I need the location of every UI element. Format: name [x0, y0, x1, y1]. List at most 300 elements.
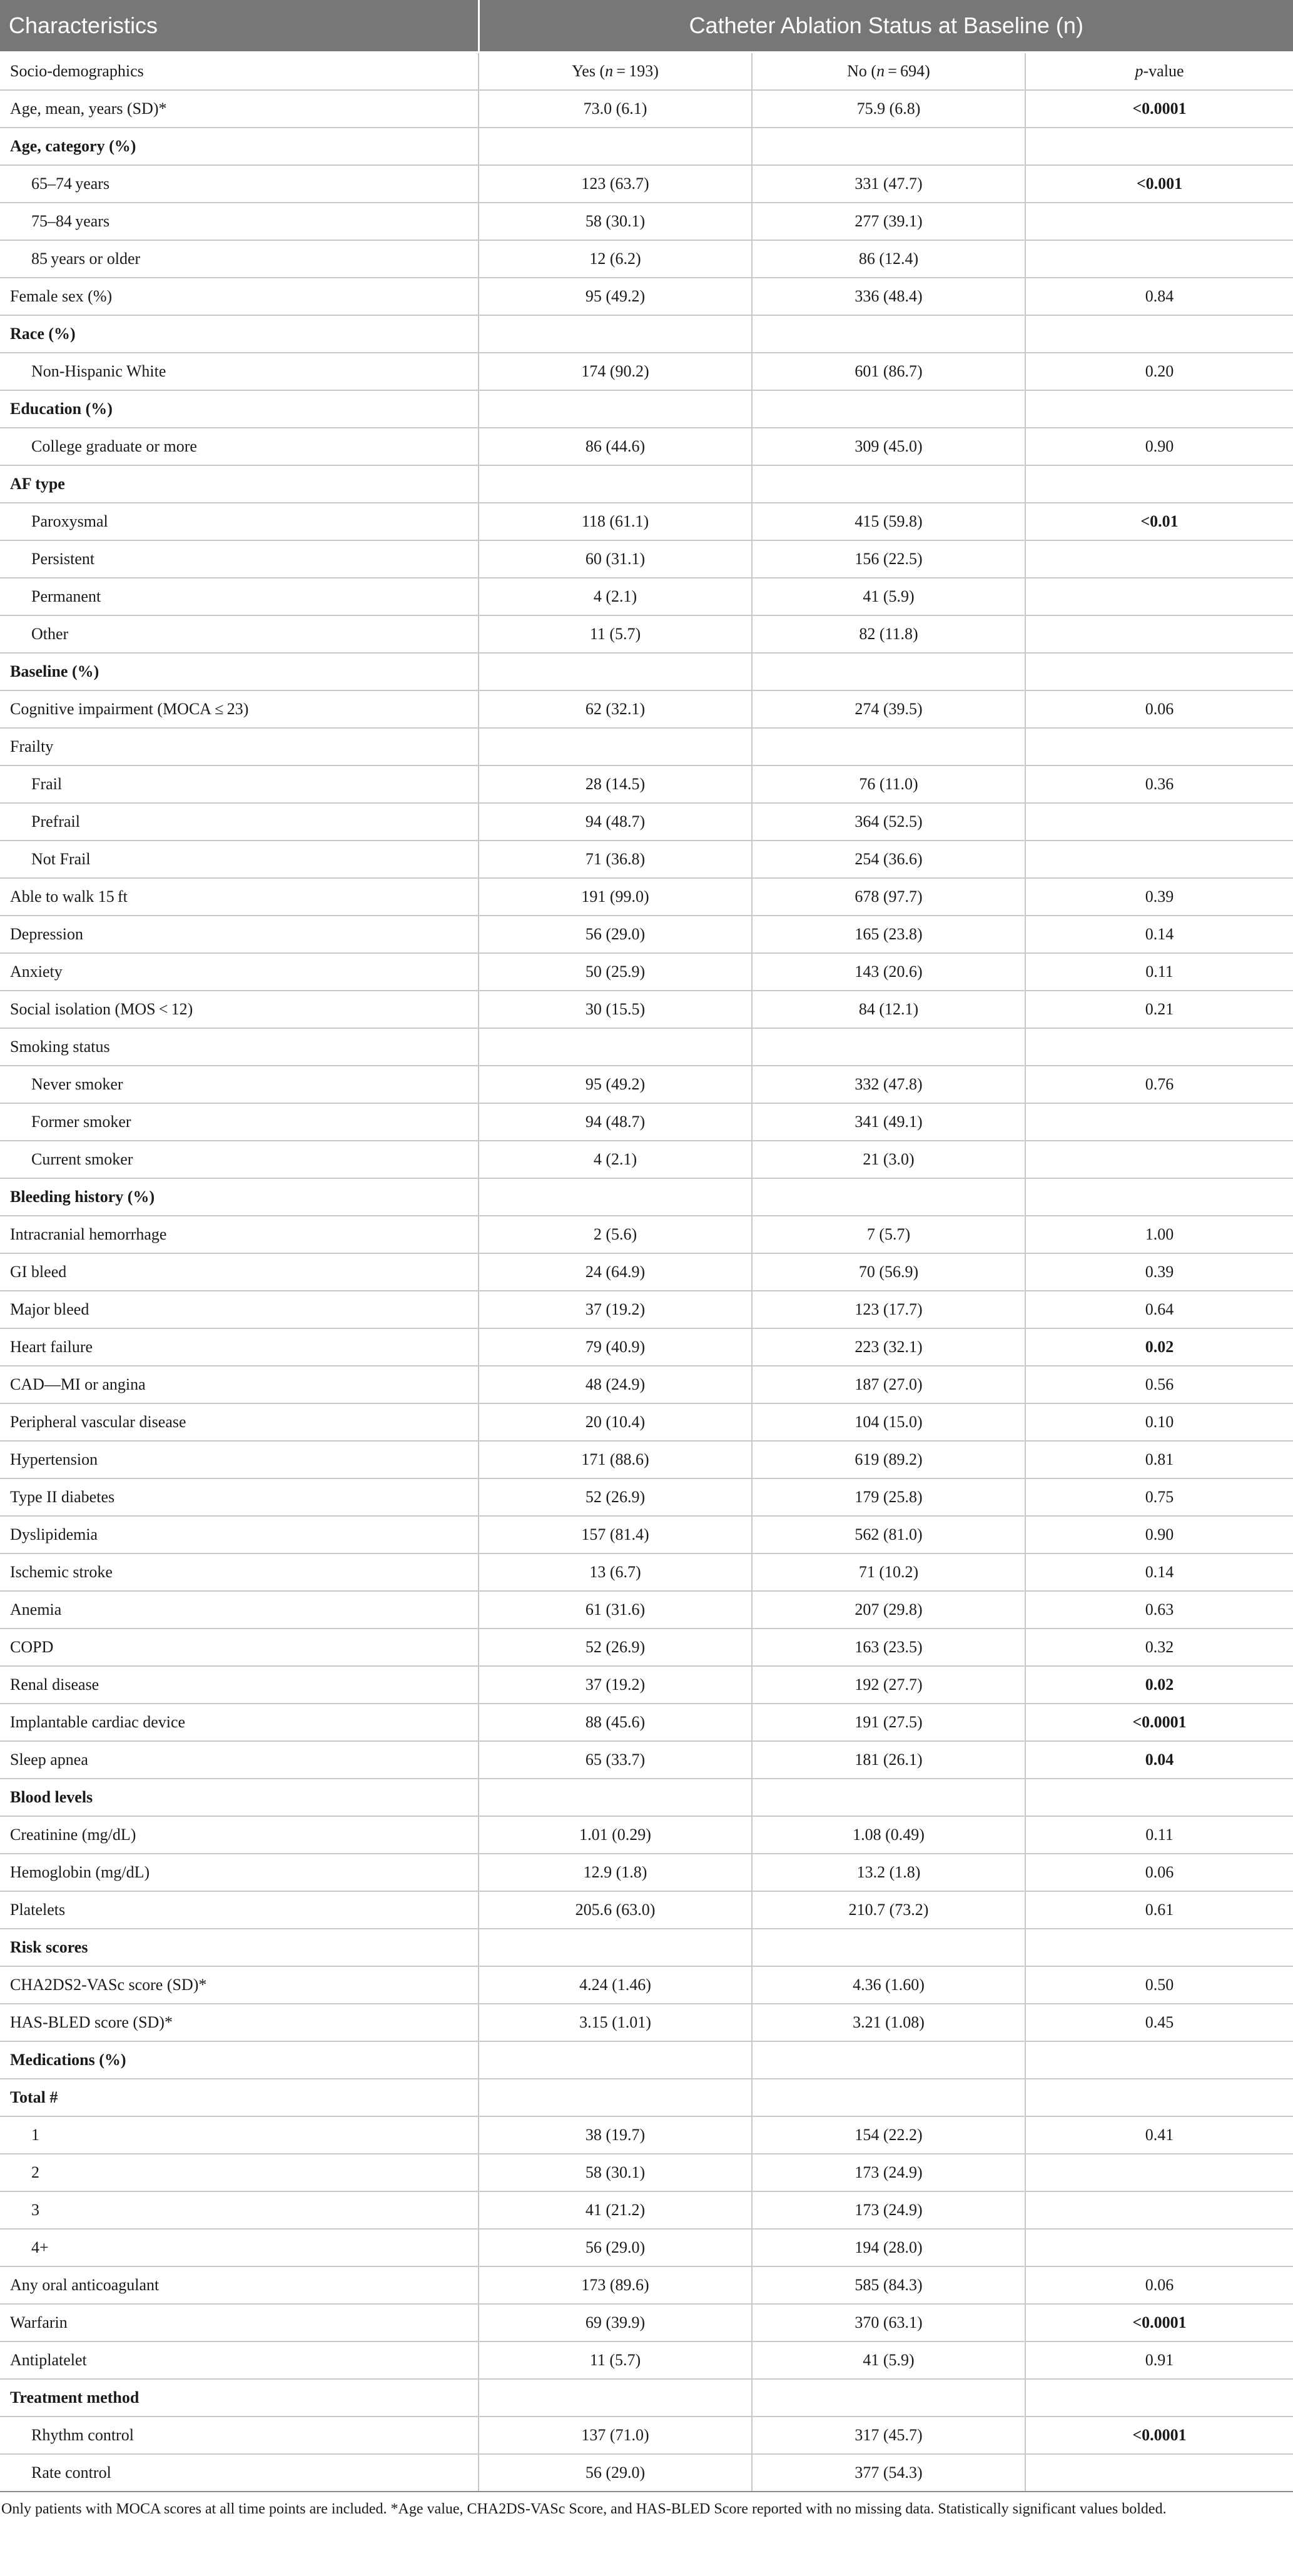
cell-yes: [479, 2041, 752, 2079]
cell-yes: 95 (49.2): [479, 278, 752, 315]
cell-no: 194 (28.0): [752, 2229, 1025, 2266]
cell-no: 21 (3.0): [752, 1141, 1025, 1178]
cell-p-value: 0.45: [1025, 2004, 1293, 2041]
table-row: [0, 1216, 1293, 1253]
cell-p-value: 0.90: [1025, 1516, 1293, 1553]
table-row: [0, 353, 1293, 390]
table-row: [0, 878, 1293, 916]
cell-yes: 173 (89.6): [479, 2266, 752, 2304]
row-label: Sleep apnea: [0, 1741, 479, 1779]
cell-p-value: <0.0001: [1025, 2417, 1293, 2454]
table-row: [0, 615, 1293, 653]
row-label: Smoking status: [0, 1028, 479, 1066]
table-row: [0, 916, 1293, 953]
cell-yes: 95 (49.2): [479, 1066, 752, 1103]
cell-p-value: 0.56: [1025, 1366, 1293, 1403]
cell-no: 277 (39.1): [752, 203, 1025, 240]
row-label: Paroxysmal: [0, 503, 479, 540]
cell-no: 187 (27.0): [752, 1366, 1025, 1403]
cell-p-value: 0.61: [1025, 1891, 1293, 1929]
table-row: [0, 728, 1293, 765]
row-label: Age, mean, years (SD)*: [0, 90, 479, 128]
table-row: [0, 1666, 1293, 1704]
cell-no: 82 (11.8): [752, 615, 1025, 653]
cell-no: 156 (22.5): [752, 540, 1025, 578]
cell-p-value: [1025, 390, 1293, 428]
table-row: [0, 1816, 1293, 1854]
cell-yes: 58 (30.1): [479, 203, 752, 240]
cell-p-value: 0.39: [1025, 878, 1293, 916]
cell-no: 71 (10.2): [752, 1553, 1025, 1591]
row-label: Baseline (%): [0, 653, 479, 690]
cell-no: [752, 315, 1025, 353]
cell-no: [752, 2379, 1025, 2417]
cell-p-value: [1025, 1103, 1293, 1141]
cell-no: 13.2 (1.8): [752, 1854, 1025, 1891]
row-label: 3: [0, 2191, 479, 2229]
row-label: AF type: [0, 465, 479, 503]
row-label: Warfarin: [0, 2304, 479, 2341]
cell-no: [752, 390, 1025, 428]
section-row: [0, 2079, 1293, 2116]
cell-yes: 118 (61.1): [479, 503, 752, 540]
cell-yes: [479, 1178, 752, 1216]
table-row: [0, 2417, 1293, 2454]
section-row: [0, 1929, 1293, 1966]
row-label: Female sex (%): [0, 278, 479, 315]
cell-yes: 38 (19.7): [479, 2116, 752, 2154]
row-label: 75–84 years: [0, 203, 479, 240]
cell-no: [752, 1178, 1025, 1216]
row-label: Dyslipidemia: [0, 1516, 479, 1553]
cell-no: [752, 1929, 1025, 1966]
row-label: Frail: [0, 765, 479, 803]
cell-no: 377 (54.3): [752, 2454, 1025, 2492]
cell-p-value: 0.36: [1025, 765, 1293, 803]
cell-yes: 12.9 (1.8): [479, 1854, 752, 1891]
row-label: Intracranial hemorrhage: [0, 1216, 479, 1253]
row-label: Never smoker: [0, 1066, 479, 1103]
cell-yes: 79 (40.9): [479, 1328, 752, 1366]
cell-yes: 52 (26.9): [479, 1478, 752, 1516]
header-characteristics: Characteristics: [0, 0, 479, 53]
header-ablation-status: Catheter Ablation Status at Baseline (n): [479, 0, 1293, 53]
row-label: COPD: [0, 1629, 479, 1666]
cell-p-value: [1025, 465, 1293, 503]
cell-p-value: [1025, 578, 1293, 615]
cell-p-value: 0.11: [1025, 1816, 1293, 1854]
table-row: [0, 1103, 1293, 1141]
cell-no: 86 (12.4): [752, 240, 1025, 278]
row-label: Blood levels: [0, 1779, 479, 1816]
cell-p-value: [1025, 803, 1293, 841]
cell-yes: [479, 1779, 752, 1816]
cell-p-value: [1025, 1141, 1293, 1178]
row-label: CAD—MI or angina: [0, 1366, 479, 1403]
cell-p-value: 0.06: [1025, 690, 1293, 728]
table-row: [0, 1891, 1293, 1929]
row-label: Cognitive impairment (MOCA ≤ 23): [0, 690, 479, 728]
cell-yes: [479, 653, 752, 690]
cell-p-value: 0.02: [1025, 1666, 1293, 1704]
row-label: 85 years or older: [0, 240, 479, 278]
cell-p-value: <0.0001: [1025, 1704, 1293, 1741]
table-footnote: Only patients with MOCA scores at all time points are included. *Age value, CHA2DS-VASc Score, and HAS-BLED Score reported with no missing data. Statistically significant values bolded.: [1, 2501, 1167, 2517]
row-label: CHA2DS2-VASc score (SD)*: [0, 1966, 479, 2004]
row-label: Other: [0, 615, 479, 653]
cell-p-value: 0.76: [1025, 1066, 1293, 1103]
cell-yes: 13 (6.7): [479, 1553, 752, 1591]
table-row: [0, 1553, 1293, 1591]
cell-p-value: [1025, 2454, 1293, 2492]
cell-no: 317 (45.7): [752, 2417, 1025, 2454]
cell-no: 207 (29.8): [752, 1591, 1025, 1629]
row-label: Rate control: [0, 2454, 479, 2492]
row-label: Heart failure: [0, 1328, 479, 1366]
row-label: Implantable cardiac device: [0, 1704, 479, 1741]
subheader-row: [0, 53, 1293, 91]
cell-p-value: [1025, 728, 1293, 765]
table-row: [0, 503, 1293, 540]
cell-p-value: [1025, 1929, 1293, 1966]
cell-no: 179 (25.8): [752, 1478, 1025, 1516]
cell-p-value: 0.39: [1025, 1253, 1293, 1291]
row-label: Permanent: [0, 578, 479, 615]
cell-yes: 65 (33.7): [479, 1741, 752, 1779]
cell-no: 223 (32.1): [752, 1328, 1025, 1366]
cell-no: 41 (5.9): [752, 578, 1025, 615]
cell-p-value: [1025, 615, 1293, 653]
cell-no: 75.9 (6.8): [752, 90, 1025, 128]
cell-yes: 56 (29.0): [479, 2229, 752, 2266]
cell-no: 181 (26.1): [752, 1741, 1025, 1779]
cell-yes: 41 (21.2): [479, 2191, 752, 2229]
cell-yes: 73.0 (6.1): [479, 90, 752, 128]
row-label: Hemoglobin (mg/dL): [0, 1854, 479, 1891]
cell-no: 562 (81.0): [752, 1516, 1025, 1553]
cell-p-value: 0.10: [1025, 1403, 1293, 1441]
cell-yes: [479, 390, 752, 428]
table-row: [0, 2154, 1293, 2191]
cell-p-value: <0.01: [1025, 503, 1293, 540]
row-label: Major bleed: [0, 1291, 479, 1328]
cell-no: 336 (48.4): [752, 278, 1025, 315]
row-label: Type II diabetes: [0, 1478, 479, 1516]
cell-yes: 20 (10.4): [479, 1403, 752, 1441]
cell-no: 192 (27.7): [752, 1666, 1025, 1704]
table-row: [0, 1478, 1293, 1516]
cell-no: 123 (17.7): [752, 1291, 1025, 1328]
cell-yes: 37 (19.2): [479, 1291, 752, 1328]
cell-no: [752, 128, 1025, 165]
section-row: [0, 1779, 1293, 1816]
cell-yes: 71 (36.8): [479, 841, 752, 878]
cell-yes: [479, 2379, 752, 2417]
cell-yes: 4 (2.1): [479, 1141, 752, 1178]
cell-no: 154 (22.2): [752, 2116, 1025, 2154]
row-label: Creatinine (mg/dL): [0, 1816, 479, 1854]
cell-yes: 62 (32.1): [479, 690, 752, 728]
cell-yes: 69 (39.9): [479, 2304, 752, 2341]
cell-p-value: 0.90: [1025, 428, 1293, 465]
cell-no: 163 (23.5): [752, 1629, 1025, 1666]
cell-p-value: [1025, 1178, 1293, 1216]
table-row: [0, 278, 1293, 315]
table-row: [0, 1253, 1293, 1291]
row-label: Rhythm control: [0, 2417, 479, 2454]
cell-p-value: [1025, 2154, 1293, 2191]
table-body: [0, 53, 1293, 2492]
table-row: [0, 1591, 1293, 1629]
row-label: Non-Hispanic White: [0, 353, 479, 390]
row-label: Age, category (%): [0, 128, 479, 165]
row-label: Antiplatelet: [0, 2341, 479, 2379]
table-row: [0, 540, 1293, 578]
row-label: Bleeding history (%): [0, 1178, 479, 1216]
row-label: Hypertension: [0, 1441, 479, 1478]
row-label: Depression: [0, 916, 479, 953]
cell-yes: 11 (5.7): [479, 2341, 752, 2379]
cell-no: 84 (12.1): [752, 991, 1025, 1028]
cell-p-value: <0.0001: [1025, 2304, 1293, 2341]
cell-no: 210.7 (73.2): [752, 1891, 1025, 1929]
cell-yes: 61 (31.6): [479, 1591, 752, 1629]
cell-yes: 191 (99.0): [479, 878, 752, 916]
cell-yes: [479, 315, 752, 353]
cell-yes: 174 (90.2): [479, 353, 752, 390]
table-row: [0, 1028, 1293, 1066]
cell-p-value: 0.84: [1025, 278, 1293, 315]
row-label: 1: [0, 2116, 479, 2154]
row-label: Prefrail: [0, 803, 479, 841]
table-row: [0, 2341, 1293, 2379]
cell-yes: 52 (26.9): [479, 1629, 752, 1666]
cell-yes: 48 (24.9): [479, 1366, 752, 1403]
row-label: Social isolation (MOS < 12): [0, 991, 479, 1028]
cell-p-value: 0.50: [1025, 1966, 1293, 2004]
section-row: [0, 2379, 1293, 2417]
cell-no: 370 (63.1): [752, 2304, 1025, 2341]
cell-yes: 28 (14.5): [479, 765, 752, 803]
row-label: Former smoker: [0, 1103, 479, 1141]
table-row: [0, 1141, 1293, 1178]
cell-yes: 56 (29.0): [479, 2454, 752, 2492]
cell-p-value: [1025, 1779, 1293, 1816]
row-label: Anemia: [0, 1591, 479, 1629]
cell-p-value: 0.06: [1025, 2266, 1293, 2304]
cell-yes: 4 (2.1): [479, 578, 752, 615]
table-row: [0, 2229, 1293, 2266]
row-label: Current smoker: [0, 1141, 479, 1178]
cell-p-value: [1025, 240, 1293, 278]
table-row: [0, 1629, 1293, 1666]
cell-no: 143 (20.6): [752, 953, 1025, 991]
cell-no: 254 (36.6): [752, 841, 1025, 878]
cell-yes: [479, 2079, 752, 2116]
section-row: [0, 2041, 1293, 2079]
cell-p-value: 0.21: [1025, 991, 1293, 1028]
table-row: [0, 2454, 1293, 2492]
cell-yes: 171 (88.6): [479, 1441, 752, 1478]
cell-p-value: 0.63: [1025, 1591, 1293, 1629]
table-row: [0, 1328, 1293, 1366]
table-row: [0, 2266, 1293, 2304]
cell-no: 70 (56.9): [752, 1253, 1025, 1291]
cell-no: 415 (59.8): [752, 503, 1025, 540]
cell-no: 309 (45.0): [752, 428, 1025, 465]
cell-p-value: 0.64: [1025, 1291, 1293, 1328]
cell-yes: [479, 1929, 752, 1966]
row-label: Peripheral vascular disease: [0, 1403, 479, 1441]
cell-no: 678 (97.7): [752, 878, 1025, 916]
subheader-p-value: p-value: [1025, 53, 1293, 91]
row-label: Not Frail: [0, 841, 479, 878]
cell-yes: 1.01 (0.29): [479, 1816, 752, 1854]
cell-p-value: 0.75: [1025, 1478, 1293, 1516]
cell-p-value: <0.0001: [1025, 90, 1293, 128]
row-label: 2: [0, 2154, 479, 2191]
table-row: [0, 1291, 1293, 1328]
cell-p-value: 0.14: [1025, 1553, 1293, 1591]
cell-yes: 24 (64.9): [479, 1253, 752, 1291]
cell-yes: 157 (81.4): [479, 1516, 752, 1553]
section-row: [0, 315, 1293, 353]
subheader-no: No (n = 694): [752, 53, 1025, 91]
table-row: [0, 1441, 1293, 1478]
cell-yes: 3.15 (1.01): [479, 2004, 752, 2041]
cell-p-value: 1.00: [1025, 1216, 1293, 1253]
cell-no: [752, 2079, 1025, 2116]
row-label: Race (%): [0, 315, 479, 353]
cell-p-value: [1025, 653, 1293, 690]
cell-p-value: [1025, 2041, 1293, 2079]
table-row: [0, 1066, 1293, 1103]
cell-yes: 205.6 (63.0): [479, 1891, 752, 1929]
table-header: [0, 0, 1293, 53]
cell-no: 7 (5.7): [752, 1216, 1025, 1253]
table-row: [0, 203, 1293, 240]
cell-p-value: <0.001: [1025, 165, 1293, 203]
cell-no: 332 (47.8): [752, 1066, 1025, 1103]
cell-no: [752, 653, 1025, 690]
cell-no: [752, 465, 1025, 503]
cell-yes: 11 (5.7): [479, 615, 752, 653]
table-row: [0, 1704, 1293, 1741]
row-label: HAS-BLED score (SD)*: [0, 2004, 479, 2041]
cell-p-value: [1025, 315, 1293, 353]
cell-p-value: 0.41: [1025, 2116, 1293, 2154]
cell-no: [752, 1779, 1025, 1816]
table-row: [0, 428, 1293, 465]
cell-no: 619 (89.2): [752, 1441, 1025, 1478]
row-label: College graduate or more: [0, 428, 479, 465]
cell-yes: 60 (31.1): [479, 540, 752, 578]
row-label: Platelets: [0, 1891, 479, 1929]
table-row: [0, 690, 1293, 728]
cell-p-value: [1025, 2229, 1293, 2266]
cell-p-value: 0.02: [1025, 1328, 1293, 1366]
cell-p-value: [1025, 2079, 1293, 2116]
cell-no: 364 (52.5): [752, 803, 1025, 841]
cell-p-value: [1025, 203, 1293, 240]
row-label: Treatment method: [0, 2379, 479, 2417]
table-row: [0, 765, 1293, 803]
table-row: [0, 578, 1293, 615]
cell-yes: 2 (5.6): [479, 1216, 752, 1253]
row-label: Total #: [0, 2079, 479, 2116]
cell-p-value: [1025, 2191, 1293, 2229]
row-label: Frailty: [0, 728, 479, 765]
cell-no: 3.21 (1.08): [752, 2004, 1025, 2041]
cell-no: 191 (27.5): [752, 1704, 1025, 1741]
table-row: [0, 2304, 1293, 2341]
cell-yes: 94 (48.7): [479, 1103, 752, 1141]
cell-yes: [479, 128, 752, 165]
cell-yes: [479, 728, 752, 765]
cell-yes: 86 (44.6): [479, 428, 752, 465]
cell-p-value: [1025, 2379, 1293, 2417]
cell-p-value: [1025, 841, 1293, 878]
cell-p-value: 0.91: [1025, 2341, 1293, 2379]
row-label: Persistent: [0, 540, 479, 578]
cell-yes: 50 (25.9): [479, 953, 752, 991]
cell-yes: 137 (71.0): [479, 2417, 752, 2454]
table-row: [0, 953, 1293, 991]
cell-no: 173 (24.9): [752, 2154, 1025, 2191]
cell-yes: 56 (29.0): [479, 916, 752, 953]
subheader-socio-demographics: Socio-demographics: [0, 53, 479, 91]
table-row: [0, 1966, 1293, 2004]
row-label: Risk scores: [0, 1929, 479, 1966]
subheader-yes: Yes (n = 193): [479, 53, 752, 91]
section-row: [0, 128, 1293, 165]
table-row: [0, 2116, 1293, 2154]
section-row: [0, 1178, 1293, 1216]
table-row: [0, 90, 1293, 128]
cell-no: [752, 728, 1025, 765]
table-row: [0, 1741, 1293, 1779]
row-label: Any oral anticoagulant: [0, 2266, 479, 2304]
cell-yes: 123 (63.7): [479, 165, 752, 203]
cell-no: 165 (23.8): [752, 916, 1025, 953]
row-label: Ischemic stroke: [0, 1553, 479, 1591]
cell-yes: 37 (19.2): [479, 1666, 752, 1704]
table-row: [0, 2191, 1293, 2229]
cell-no: 76 (11.0): [752, 765, 1025, 803]
cell-p-value: 0.20: [1025, 353, 1293, 390]
table-row: [0, 2004, 1293, 2041]
row-label: Medications (%): [0, 2041, 479, 2079]
row-label: Able to walk 15 ft: [0, 878, 479, 916]
cell-yes: [479, 465, 752, 503]
cell-yes: 30 (15.5): [479, 991, 752, 1028]
cell-yes: 4.24 (1.46): [479, 1966, 752, 2004]
table-row: [0, 991, 1293, 1028]
cell-p-value: 0.04: [1025, 1741, 1293, 1779]
row-label: Renal disease: [0, 1666, 479, 1704]
section-row: [0, 465, 1293, 503]
cell-p-value: [1025, 128, 1293, 165]
cell-no: 601 (86.7): [752, 353, 1025, 390]
section-row: [0, 390, 1293, 428]
table-row: [0, 1366, 1293, 1403]
table-row: [0, 240, 1293, 278]
cell-no: 585 (84.3): [752, 2266, 1025, 2304]
cell-no: 1.08 (0.49): [752, 1816, 1025, 1854]
cell-yes: 88 (45.6): [479, 1704, 752, 1741]
table-row: [0, 803, 1293, 841]
cell-p-value: 0.81: [1025, 1441, 1293, 1478]
